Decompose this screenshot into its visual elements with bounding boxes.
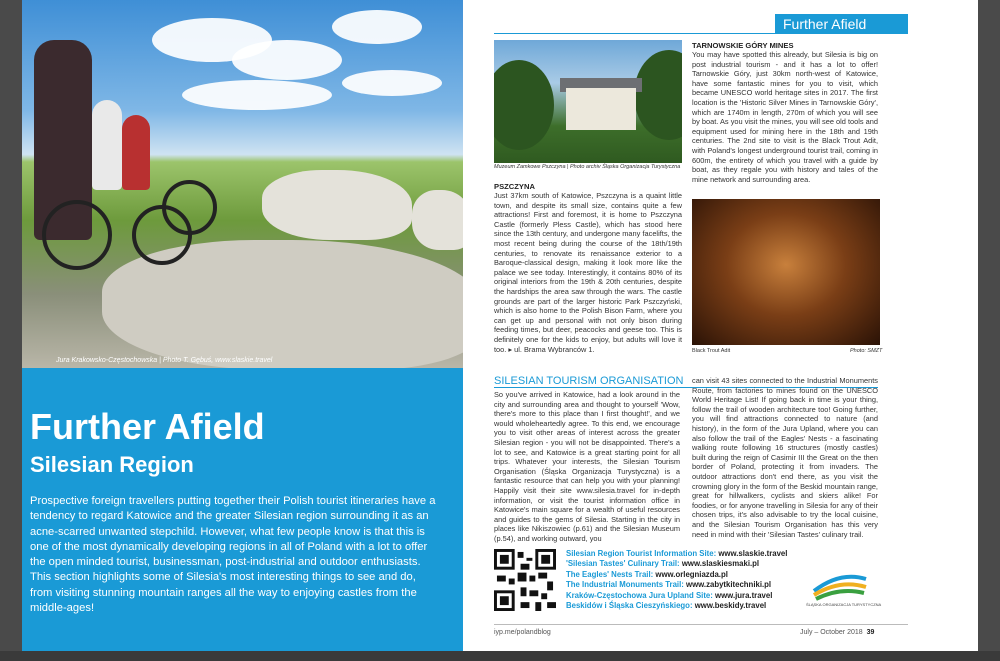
sto-text-col1: So you've arrived in Katowice, had a look around in the city and surrounding area and thought to yourself 'Wow, there's more to this place than I first thought!', and we would wholeheartedly agree. To this end, we encourage you to visit other areas of interest across the greater Silesian region - you will not be disappointed. There's a lot to see, and Katowice is a great starting point for all trips. Whatever your interests, the Silesian Tourism Organisation (Śląska Organizacja Turystyczna) is a fantastic resource that can help you with your planning! Happily visit their site www.silesia.travel for in-depth information, or visit the tourist information office in Katowice's main square for a wealth of useful resources and guides to the gems of Silesia. Starting in the city in places like Nikiszowiec (p.61) and the Silesian Museum (p.54), and working outward, you [494,390,680,543]
adit-photo-caption: Black Trout Adit [692,348,731,354]
pszczyna-text: Just 37km south of Katowice, Pszczyna is a quaint little town, and despite its small size, contains quite a few attractions! First and foremost, it is home to Pszczyna Castle (formerly Pless Castle), which has stood here since the 13th century, and undergone many facelifts, the most recent being during the course of the 18th/19th centuries, to renovate its renaissance exterior to a Baroque-classical design, making it look more like the palace we see today. Interestingly, it contains 80% of its original interiors from the 19th & 20th centuries, despite the hardships the area saw through the wars. The castle grounds are part of the larger historic Park Pszczyński, which is also home to the Polish Bison Farm, where you can get up and personal with not only bison during feeding times, but deer, peacocks and geese too. This is definitely one for the kids to enjoy, but adults will love it too. ▸ ul. Brama Wybranców 1. [494,191,682,354]
page-number: 39 [866,629,875,636]
link-item[interactable]: Kraków-Częstochowa Jura Upland Site: www.jura.travel [566,590,773,600]
link-item[interactable]: Silesian Region Tourist Information Site: www.slaskie.travel [566,549,788,558]
tarnowskie-heading: TARNOWSKIE GÓRY MINES [692,41,794,50]
pszczyna-heading: PSZCZYNA [494,182,535,191]
tarnowskie-text: You may have spotted this already, but Silesia is big on post industrial tourism - and it has a lot to offer! Tarnowskie Góry, just 30km north-west of Katowice, have some fantastic mines for you to visit, which became UNESCO world heritage sites in 2017. The first location is the 'Historic Silver Mines in Tarnowskie Góry', which are 1740m in length, 270m of which you will see by boat. As you visit the mines, you will see old tools and equipment used for mining here in the 18th and 19th centuries. The 2nd site to visit is the Black Trout Adit, with Poland's longest underground tourist trail, coming in 600m, the entirety of which you travel with a guide by boat, as they regale you with history and tales of the mine network and surrounding area. [692,50,878,184]
section-header: Further Afield [783,16,867,32]
page-subtitle: Silesian Region [30,452,194,477]
hero-photo-cyclists [22,0,463,368]
header-rule [494,33,908,34]
page-title: Further Afield [30,406,265,447]
footer-issue [800,629,874,636]
link-item[interactable]: Beskidów i Śląska Cieszyńskiego: www.beskidy.travel [566,601,767,611]
sto-logo-icon [810,565,870,605]
logo-caption: ŚLĄSKA ORGANIZACJA TURYSTYCZNA [806,602,882,607]
link-item[interactable]: The Eagles' Nests Trail: www.orlegniazda.pl [566,569,728,579]
sto-heading: SILESIAN TOURISM ORGANISATION [494,375,684,387]
pszczyna-castle-photo [494,40,682,163]
hero-photo-caption: Jura Krakowsko-Częstochowska | Photo T. Gębuś, www.slaskie.travel [56,357,273,364]
link-list [566,549,796,611]
adit-photo-credit: Photo: SMZT [850,348,883,354]
link-item[interactable]: 'Silesian Tastes' Culinary Trail: www.slaskiesmaki.pl [566,559,760,569]
castle-photo-caption: Muzeum Zamkowe Pszczyna | Photo archiv Śląska Organizacja Turystyczna [494,164,681,170]
footer-rule [494,624,908,625]
sto-text-col2: can visit 43 sites connected to the Industrial Monuments Route, from factories to mines found on the UNESCO World Heritage List! If going back in time is your thing, follow the trail of wooden architecture too! Going further, you will find attractions connected to nature (and history), in the form of the Jura Upland, where you can also follow the trail of the Eagles' Nests - a fascinating walking route following 16 structures (mostly castles) built during the reign of Casimir III the Great on the then border of Poland, protecting it from invaders. The outdoor attractions don't end there, as you visit the crowning glory in the form of the Beskid mountain range, great for hillwalkers, cyclists and skiers alike! For foodies, or for anyone travelling in Silesia for any of their chosen trips, it's also advisable to try the local cuisine, and the Silesian Tourism Organisation has this very need in mind with their 'Silesian Tastes' culinary trail. [692,376,878,539]
black-trout-adit-photo [692,199,880,345]
intro-paragraph: Prospective foreign travellers putting together their Polish tourist itineraries have a tendency to regard Katowice and the greater Silesian region surrounding it as an acne-scarred unwanted stepchild. However, what few people know is that this is one of the most dynamically developing regions in all of Poland with a lot to offer the open minded tourist, businessman, post-industrial and outdoor enthusiasts. This section highlights some of Silesia's most interesting things to see and do, from visiting stunning mountain ranges all the way to enjoying castles from the middle-ages! [30,495,436,615]
viewer-bottom-bar [0,651,1000,661]
footer-url: iyp.me/polandblog [494,629,551,636]
footer-date: July – October 2018 [800,629,863,636]
link-item[interactable]: The Industrial Monuments Trail: www.zabytkitechniki.pl [566,580,772,590]
qr-code[interactable] [494,549,556,611]
